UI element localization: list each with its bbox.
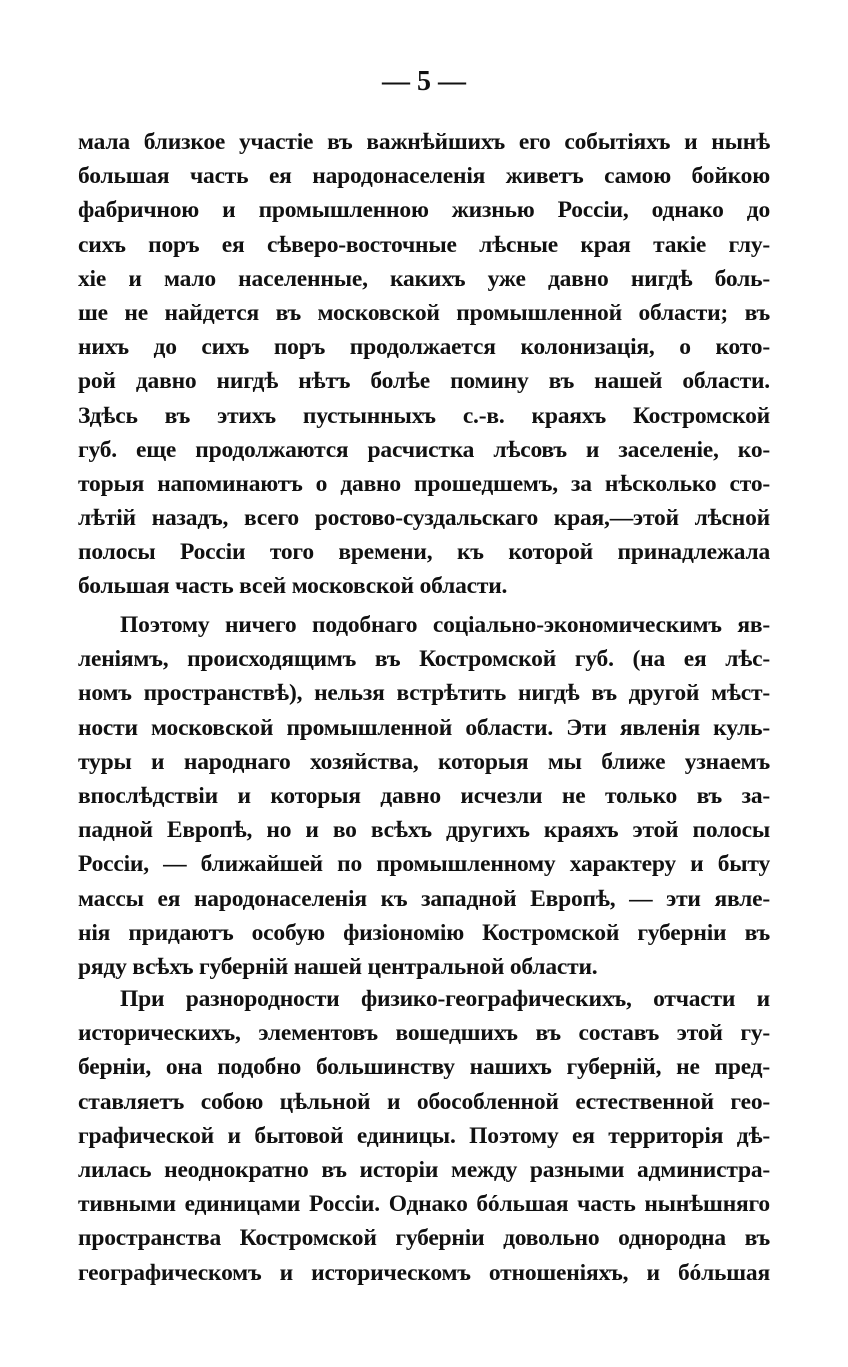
text-line: нихъ до сихъ поръ продолжается колонизація, о кото- [78, 334, 770, 361]
text-line: номъ пространствѣ), нельзя встрѣтить нигдѣ въ другой мѣст- [78, 680, 770, 707]
text-line: географическомъ и историческомъ отношеніяхъ, и бóльшая [78, 1259, 770, 1286]
text-line: ше не найдется въ московской промышленной области; въ [78, 299, 770, 326]
text-line: губ. еще продолжаются расчистка лѣсовъ и заселеніе, ко- [78, 436, 770, 463]
text-line: нія придаютъ особую физіономію Костромской губерніи въ [78, 919, 770, 946]
text-line: Россіи, — ближайшей по промышленному характеру и быту [78, 851, 770, 878]
text-line: ставляетъ собою цѣльной и обособленной естественной гео- [78, 1088, 770, 1115]
text-line: падной Европѣ, но и во всѣхъ другихъ краяхъ этой полосы [78, 817, 770, 844]
text-line: фабричною и промышленною жизнью Россіи, однако до [78, 197, 770, 224]
text-line: Здѣсь въ этихъ пустынныхъ с.-в. краяхъ Костромской [78, 402, 770, 429]
text-line: мала близкое участіе въ важнѣйшихъ его событіяхъ и нынѣ [78, 129, 770, 155]
text-line: торыя напоминаютъ о давно прошедшемъ, за нѣсколько сто- [78, 470, 770, 497]
text-line: пространства Костромской губерніи довольно однородна въ [78, 1225, 770, 1252]
text-line: большая часть ея народонаселенія живетъ самою бойкою [78, 163, 770, 190]
text-line: ряду всѣхъ губерній нашей центральной области. [78, 953, 598, 980]
page-number: — 5 — [382, 66, 466, 97]
paragraph-3 [78, 982, 770, 1290]
text-line: массы ея народонаселенія къ западной Европѣ, — эти явле- [78, 885, 770, 912]
text-line: берніи, она подобно большинству нашихъ губерній, не пред- [78, 1054, 770, 1081]
text-line: туры и народнаго хозяйства, которыя мы ближе узнаемъ [78, 748, 770, 775]
text-line: впослѣдствіи и которыя давно исчезли не только въ за- [78, 782, 770, 809]
text-line: лилась неоднократно въ исторіи между разными администра- [78, 1156, 770, 1183]
text-line: графической и бытовой единицы. Поэтому ея территорія дѣ- [78, 1122, 770, 1149]
text-line: полосы Россіи того времени, къ которой принадлежала [78, 539, 770, 566]
paragraph-1 [78, 125, 770, 604]
text-line: Поэтому ничего подобнаго соціально-экономическимъ яв- [120, 612, 770, 638]
text-line: леніямъ, происходящимъ въ Костромской губ. (на ея лѣс- [78, 646, 770, 673]
text-line: лѣтій назадъ, всего ростово-суздальскаго края,—этой лѣсной [78, 505, 770, 532]
text-line: историческихъ, элементовъ вошедшихъ въ составъ этой гу- [78, 1020, 770, 1047]
text-line: ности московской промышленной области. Эти явленія куль- [78, 714, 770, 741]
text-line: сихъ поръ ея сѣверо-восточные лѣсные края такіе глу- [78, 231, 770, 258]
text-line: При разнородности физико-географическихъ, отчасти и [120, 986, 770, 1012]
text-line: хіе и мало населенные, какихъ уже давно нигдѣ боль- [78, 265, 770, 292]
text-line: тивными единицами Россіи. Однако бóльшая часть нынѣшняго [78, 1191, 770, 1218]
text-line: рой давно нигдѣ нѣтъ болѣе помину въ нашей области. [78, 368, 770, 395]
text-line: большая часть всей московской области. [78, 573, 508, 600]
paragraph-2 [78, 608, 770, 984]
